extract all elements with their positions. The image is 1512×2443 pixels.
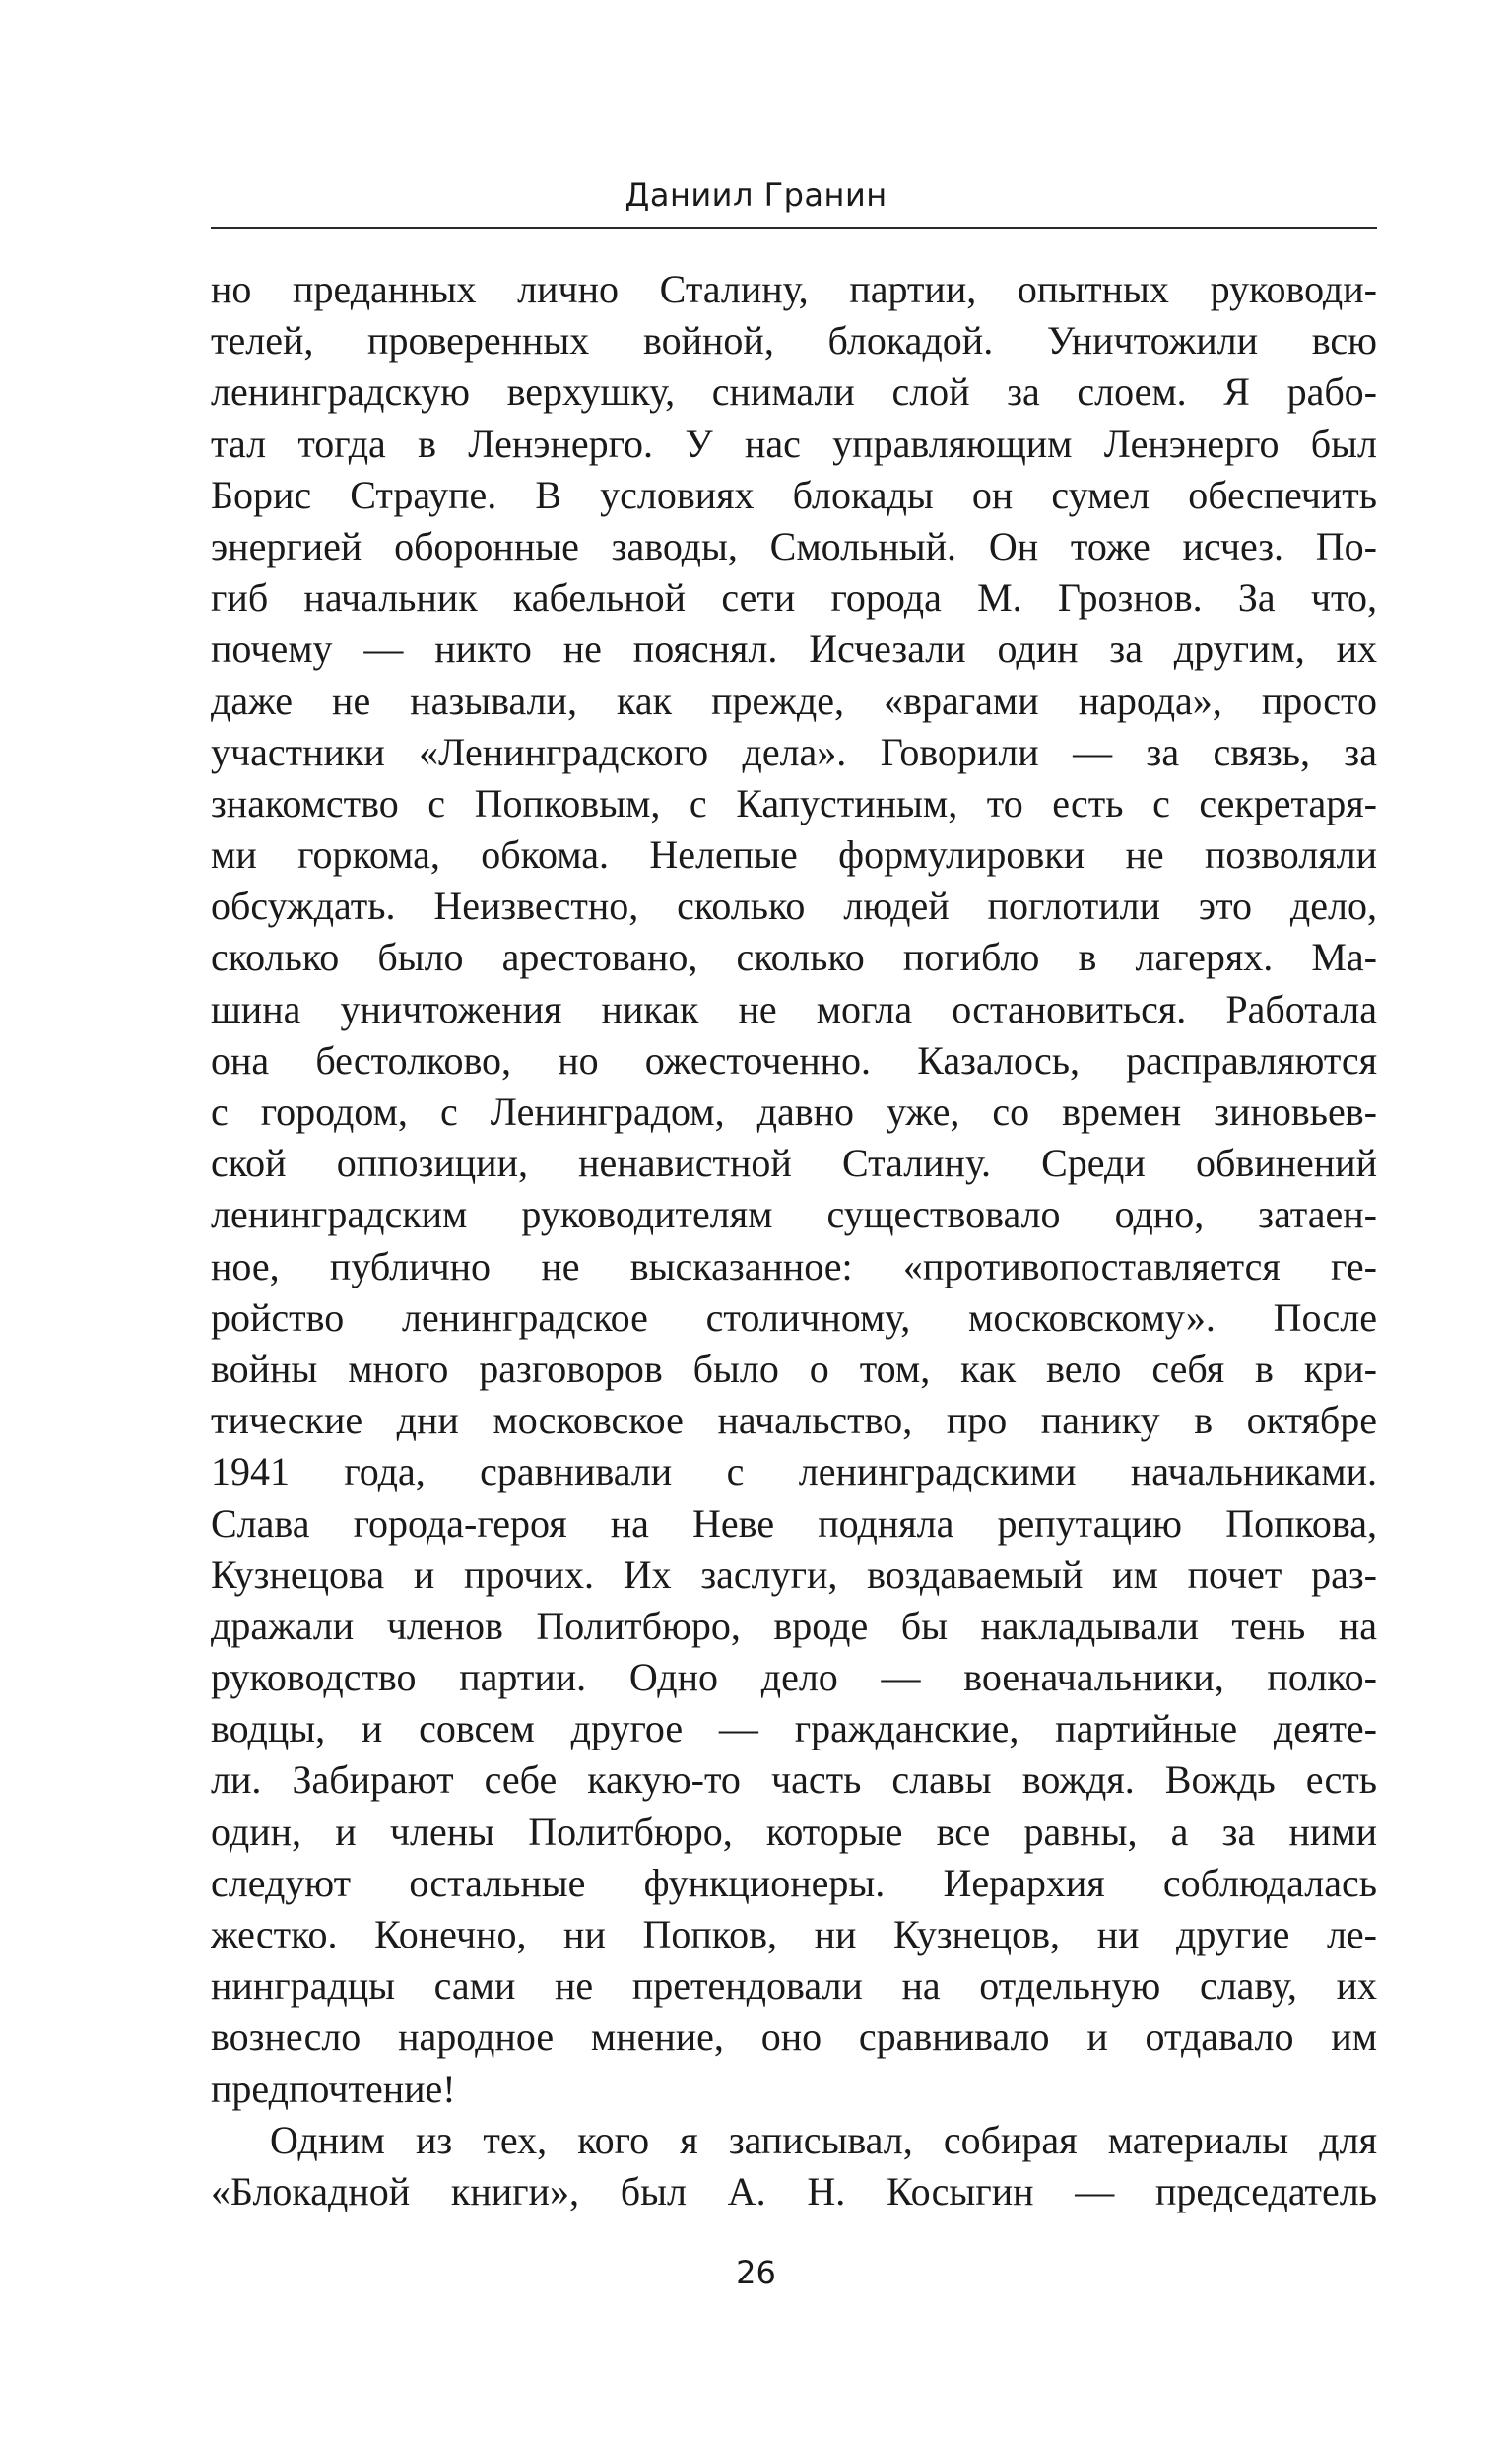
text-line: тические дни московское начальство, про панику в октябре: [211, 1398, 1377, 1443]
text-line: 1941 года, сравнивали с ленинградскими начальниками.: [211, 1449, 1377, 1494]
text-line: она бестолково, но ожесточенно. Казалось, расправляются: [211, 1037, 1377, 1083]
text-line: знакомство с Попковым, с Капустиным, то есть с секретаря-: [211, 780, 1377, 825]
text-line: но преданных лично Сталину, партии, опытных руководи-: [211, 267, 1377, 311]
text-line: ройство ленинградское столичному, московскому». После: [211, 1294, 1377, 1340]
text-line: ской оппозиции, ненавистной Сталину. Среди обвинений: [211, 1141, 1377, 1186]
text-line: участники «Ленинградского дела». Говорили — за связь, за: [211, 729, 1377, 774]
text-line: ленинградским руководителям существовало одно, затаен-: [211, 1192, 1377, 1237]
text-line: ми горкома, обкома. Нелепые формулировки не позволяли: [211, 832, 1377, 878]
text-line: дражали членов Политбюро, вроде бы накладывали тень на: [211, 1603, 1377, 1648]
text-line-paragraph-start: Одним из тех, кого я записывал, собирая материалы для: [270, 2117, 1377, 2162]
running-header-title: Даниил Гранин: [625, 176, 887, 214]
text-line: с городом, с Ленинградом, давно уже, со времен зиновьев-: [211, 1089, 1377, 1134]
text-line: Кузнецова и прочих. Их заслуги, воздаваемый им почет раз-: [211, 1552, 1377, 1597]
text-line: Борис Страупе. В условиях блокады он сумел обеспечить: [211, 472, 1377, 517]
text-line: гиб начальник кабельной сети города М. Грознов. За что,: [211, 575, 1377, 621]
page-number: 26: [736, 2254, 776, 2291]
body-text: [211, 264, 1377, 2217]
text-line: нинградцы сами не претендовали на отдельную славу, их: [211, 1963, 1377, 2009]
text-line: даже не называли, как прежде, «врагами народа», просто: [211, 678, 1377, 723]
text-line: руководство партии. Одно дело — военачальники, полко-: [211, 1655, 1377, 1700]
text-line: энергией оборонные заводы, Смольный. Он тоже исчез. По-: [211, 523, 1377, 568]
text-line: почему — никто не пояснял. Исчезали один за другим, их: [211, 627, 1377, 672]
text-line: тал тогда в Ленэнерго. У нас управляющим Ленэнерго был: [211, 421, 1377, 466]
text-line: водцы, и совсем другое — гражданские, партийные деяте-: [211, 1706, 1377, 1751]
text-line: вознесло народное мнение, оно сравнивало и отдавало им: [211, 2014, 1377, 2060]
text-line: шина уничтожения никак не могла остановиться. Работала: [211, 986, 1377, 1031]
text-line: сколько было арестовано, сколько погибло в лагерях. Ма-: [211, 935, 1377, 980]
text-line: войны много разговоров было о том, как вело себя в кри-: [211, 1346, 1377, 1391]
text-line: ли. Забирают себе какую-то часть славы вождя. Вождь есть: [211, 1757, 1377, 1803]
text-line: ное, публично не высказанное: «противопоставляется ге-: [211, 1243, 1377, 1288]
text-line: ленинградскую верхушку, снимали слой за слоем. Я рабо-: [211, 369, 1377, 415]
text-line: жестко. Конечно, ни Попков, ни Кузнецов, ни другие ле-: [211, 1912, 1377, 1956]
text-line: следуют остальные функционеры. Иерархия соблюдалась: [211, 1860, 1377, 1905]
text-line-paragraph-end: предпочтение!: [211, 2066, 456, 2111]
text-line: «Блокадной книги», был А. Н. Косыгин — председатель: [211, 2168, 1377, 2213]
text-line: обсуждать. Неизвестно, сколько людей поглотили это дело,: [211, 884, 1377, 929]
text-line: один, и члены Политбюро, которые все равны, а за ними: [211, 1809, 1377, 1854]
text-line: телей, проверенных войной, блокадой. Уничтожили всю: [211, 318, 1377, 363]
text-line: Слава города-героя на Неве подняла репутацию Попкова,: [211, 1500, 1377, 1546]
header-divider-rule: [211, 227, 1377, 229]
